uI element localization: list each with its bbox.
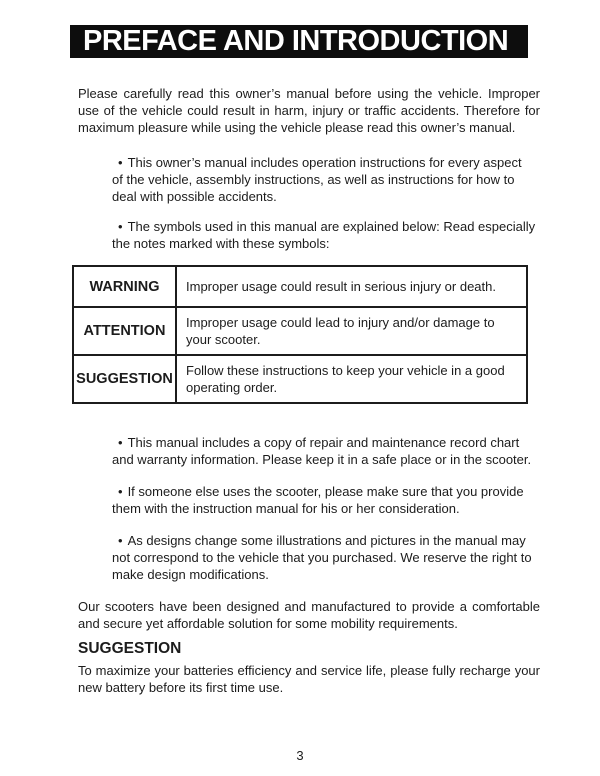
list-item [112,434,536,468]
list-item [112,532,536,583]
list-item [112,154,536,205]
attention-description-cell: Improper usage could lead to injury and/or damage to your scooter. [176,307,527,355]
suggestion-label-cell: SUGGESTION [73,355,176,403]
bullet-icon: • [118,533,123,548]
bullet-list-top [112,154,536,252]
page-number: 3 [296,748,304,763]
intro-paragraph: Please carefully read this owner’s manual before using the vehicle. Improper use of the vehicle could result in harm, injury or traffic accidents. Therefore for maximum pleasure while using the vehicle please read this owner’s manual. [78,86,540,135]
list-item [112,483,536,517]
bullet-icon: • [118,155,123,170]
bullet-icon: • [118,484,123,499]
suggestion-description-cell: Follow these instructions to keep your vehicle in a good operating order. [176,355,527,403]
page-content [78,85,540,696]
symbol-legend-table [72,265,528,404]
list-item-text: This owner’s manual includes operation instructions for every aspect of the vehicle, assembly instructions, as well as instructions for how to deal with possible accidents. [112,155,522,204]
table-row [73,355,527,403]
warning-description-cell: Improper usage could result in serious injury or death. [176,266,527,307]
bullet-list-bottom [112,434,536,583]
list-item [112,218,536,252]
page-title: PREFACE AND INTRODUCTION [83,25,509,57]
list-item-text: This manual includes a copy of repair and maintenance record chart and warranty information. Please keep it in a safe place or in the scooter. [112,435,532,467]
attention-label-cell: ATTENTION [73,307,176,355]
list-item-text: As designs change some illustrations and pictures in the manual may not correspond to the vehicle that you purchased. We reserve the right to make design modifications. [112,533,532,582]
table-row [73,307,527,355]
section-title-bar [70,25,528,58]
suggestion-paragraph: To maximize your batteries efficiency and service life, please fully recharge your new battery before its first time use. [78,663,540,695]
suggestion-heading: SUGGESTION [78,640,182,657]
list-item-text: If someone else uses the scooter, please make sure that you provide them with the instruction manual for his or her consideration. [112,484,524,516]
bullet-icon: • [118,435,123,450]
warning-label-cell: WARNING [73,266,176,307]
bullet-icon: • [118,219,123,234]
closing-paragraph: Our scooters have been designed and manufactured to provide a comfortable and secure yet affordable solution for some mobility requirements. [78,599,540,631]
list-item-text: The symbols used in this manual are explained below: Read especially the notes marked with these symbols: [112,219,536,251]
table-row [73,266,527,307]
